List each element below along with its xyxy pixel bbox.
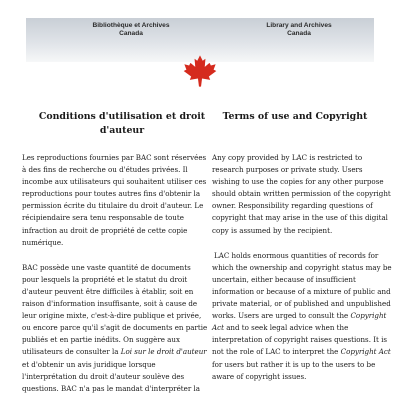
org-name-english-line1: Library and Archives [266,22,332,29]
copyright-act-title-1: Copyright Act [212,311,387,333]
english-paragraph-2 [212,250,392,383]
french-paragraph-2 [22,262,208,395]
english-title: Terms of use and Copyright [222,111,368,122]
org-name-english [224,22,374,38]
english-paragraph-2-start: LAC holds enormous quantities of records for which the ownership and copyright status may be uncertain, either because of insufficient information or because of a mixture of public and private material, or of published and unpublished works. Users are urged to consult the [212,250,392,321]
french-paragraph-2-start: BAC possède une vaste quantité de documents pour lesquels la propriété et le statut du droit d'auteur peuvent être difficiles à établir, soit en raison d'information insuffisante, soit à cause de leur origine mixte, c'est-à-dire publique et privée, ou encore parce qu'il s'agit de documents en partie publiés et en partie inédits. On suggère aux utilisateurs de consulter la [22,262,208,357]
french-title: Conditions d'utilisation et droit d'auteur [38,111,206,136]
english-column [212,152,392,396]
french-paragraph-2-end: et d'obtenir un avis juridique lorsque l'interprétation du droit d'auteur soulève des questions. BAC n'a pas le mandat d'interpréter la [22,359,200,393]
english-paragraph-2-middle: and to seek legal advice when the interpretation of copyright raises questions. It is not the role of LAC to interpret the [212,323,388,357]
copyright-law-title-french: Loi sur le droit d'auteur [120,347,207,357]
maple-leaf-icon [183,54,217,88]
org-name-french-line1: Bibliothèque et Archives [92,22,170,29]
french-column [22,152,208,400]
copyright-act-title-2: Copyright Act [340,347,391,357]
org-name-french-line2: Canada [119,30,143,37]
french-paragraph-1: Les reproductions fournies par BAC sont réservées à des fins de recherche ou d'études privées. Il incombe aux utilisateurs qui souhaitent utiliser ces reproductions pour toutes autres fins d'obtenir la permission écrite du titulaire du droit d'auteur. Le récipiendaire sera tenu responsable de toute infraction au droit de propriété de cette copie numérique. [22,153,207,247]
org-name-french [56,22,206,38]
english-paragraph-1: Any copy provided by LAC is restricted to research purposes or private study. Users wishing to use the copies for any other purpose should obtain written permission of the copyright owner. Responsibility regarding questions of copyright that may arise in the use of this digital copy is assumed by the recipient. [212,153,391,235]
org-name-english-line2: Canada [287,30,311,37]
english-paragraph-2-end: for users but rather it is up to the users to be aware of copyright issues. [212,359,376,381]
